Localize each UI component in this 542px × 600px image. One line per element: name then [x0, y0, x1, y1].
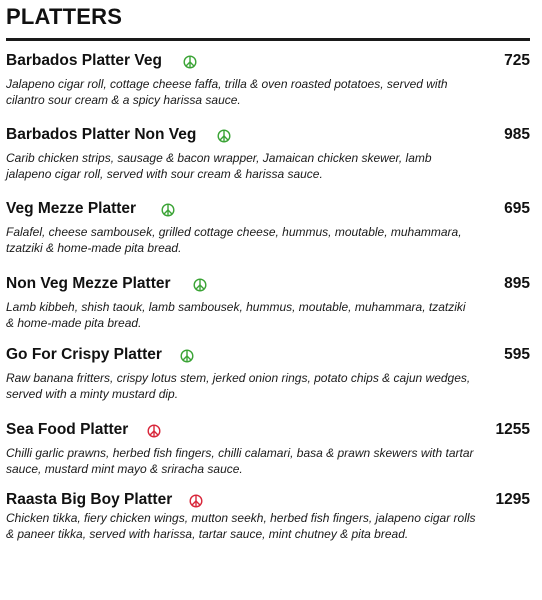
item-price: 1295 — [495, 491, 530, 508]
peace-icon — [189, 494, 203, 508]
item-name: Barbados Platter Veg — [6, 52, 162, 69]
item-name: Non Veg Mezze Platter — [6, 275, 171, 292]
menu-item — [6, 421, 530, 477]
peace-icon — [147, 424, 161, 438]
menu-item — [6, 275, 530, 331]
item-description: Chilli garlic prawns, herbed fish fingers, chilli calamari, basa & prawn skewers with tartar sauce, mustard mint mayo & sriracha sauce. — [6, 446, 474, 476]
item-name: Go For Crispy Platter — [6, 346, 162, 363]
peace-icon — [161, 203, 175, 217]
menu-item — [6, 52, 530, 108]
item-price: 725 — [504, 52, 530, 69]
title-divider — [6, 38, 530, 41]
item-description: Jalapeno cigar roll, cottage cheese faffa, trilla & oven roasted potatoes, served with cilantro sour cream & a spicy harissa sauce. — [6, 77, 448, 107]
peace-icon — [183, 55, 197, 69]
item-description: Chicken tikka, fiery chicken wings, mutton seekh, herbed fish fingers, jalapeno cigar rolls & paneer tikka, served with harissa, tartar sauce, mint chutney & pita bread. — [6, 511, 476, 541]
item-price: 1255 — [495, 421, 530, 438]
item-description: Falafel, cheese sambousek, grilled cottage cheese, hummus, moutable, muhammara, tzatziki & home-made pita bread. — [6, 225, 462, 255]
item-description: Raw banana fritters, crispy lotus stem, jerked onion rings, potato chips & cajun wedges, served with a minty mustard dip. — [6, 371, 471, 401]
peace-icon — [193, 278, 207, 292]
menu-item — [6, 126, 530, 182]
item-price: 595 — [504, 346, 530, 363]
item-description: Lamb kibbeh, shish taouk, lamb sambousek, hummus, moutable, muhammara, tzatziki & home-made pita bread. — [6, 300, 466, 330]
menu-item — [6, 346, 530, 402]
menu-item — [6, 491, 530, 542]
item-name: Veg Mezze Platter — [6, 200, 137, 217]
peace-icon — [217, 129, 231, 143]
item-price: 895 — [504, 275, 530, 292]
item-name: Sea Food Platter — [6, 421, 129, 438]
item-price: 985 — [504, 126, 530, 143]
section-title: PLATTERS — [6, 4, 123, 29]
item-price: 695 — [504, 200, 530, 217]
item-description: Carib chicken strips, sausage & bacon wrapper, Jamaican chicken skewer, lamb jalapeno cigar roll, served with sour cream & harissa sauce. — [6, 151, 432, 181]
menu-item — [6, 200, 530, 256]
item-name: Raasta Big Boy Platter — [6, 491, 173, 508]
item-name: Barbados Platter Non Veg — [6, 126, 197, 143]
peace-icon — [180, 349, 194, 363]
